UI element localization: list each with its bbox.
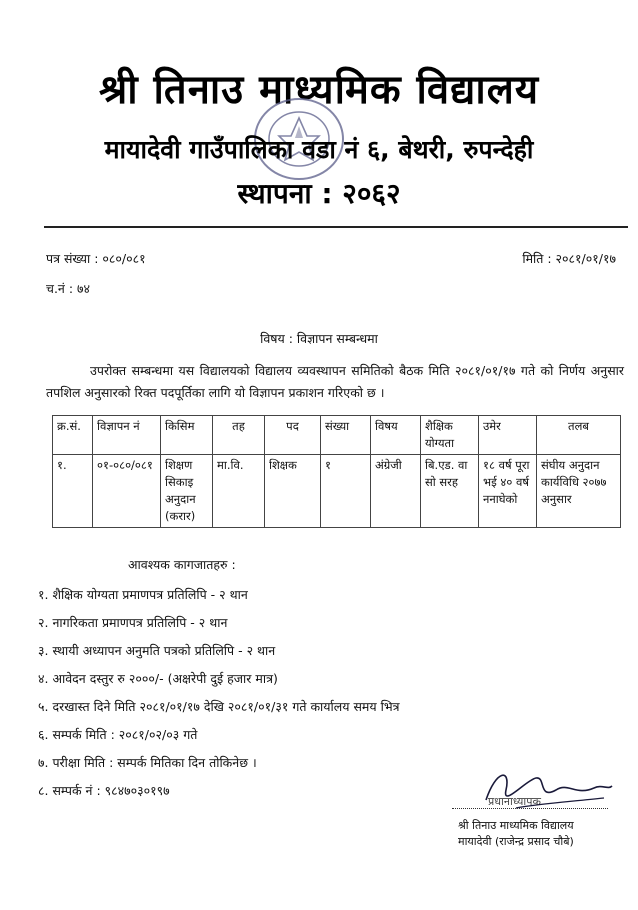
list-item: २. नागरिकता प्रमाणपत्र प्रतिलिपि - २ थान [38, 615, 228, 630]
letter-number: पत्र संख्या : ०८०/०८१ [46, 251, 146, 266]
table-header: शैक्षिक योग्यता [421, 416, 479, 455]
signature-line [452, 808, 608, 809]
list-item: १. शैक्षिक योग्यता प्रमाणपत्र प्रतिलिपि - २ थान [38, 587, 248, 602]
documents-list [38, 586, 400, 810]
table-cell: ०१-०८०/०८१ [93, 455, 161, 528]
table-header: पद [265, 416, 321, 455]
table-header: क्र.सं. [53, 416, 93, 455]
table-header: संख्या [321, 416, 371, 455]
table-header: उमेर [479, 416, 537, 455]
documents-title: आवश्यक कागजातहरु : [128, 557, 236, 572]
signatory-school: श्री तिनाउ माध्यमिक विद्यालय [458, 819, 574, 832]
school-address: मायादेवी गाउँपालिका वडा नं ६, बेथरी, रुपन्देही [104, 135, 534, 164]
table-cell: शिक्षण सिकाइ अनुदान (करार) [161, 455, 213, 528]
school-name: श्री तिनाउ माध्यमिक विद्यालय [98, 67, 540, 113]
table-cell: अंग्रेजी [371, 455, 421, 528]
letter-subject: विषय : विज्ञापन सम्बन्धमा [260, 331, 378, 346]
signature-icon [476, 760, 616, 820]
table-cell: १ [321, 455, 371, 528]
table-header: विज्ञापन नं [93, 416, 161, 455]
letter-date: मिति : २०८१/०१/१७ [522, 251, 616, 266]
list-item: ४. आवेदन दस्तुर रु २०००/- (अक्षरेपी दुई हजार मात्र) [38, 671, 278, 686]
vacancy-table [52, 415, 621, 528]
table-header: तलब [537, 416, 621, 455]
letter-body: उपरोक्त सम्बन्धमा यस विद्यालयको विद्यालय व्यवस्थापन समितिको बैठक मिति २०८१/०१/१७ गते को निर्णय अनुसार तपशिल अनुसारको रिक्त पदपूर्तिका लागि यो विज्ञापन प्रकाशन गरिएको छ । [46, 363, 624, 400]
list-item: ३. स्थायी अध्यापन अनुमति पत्रको प्रतिलिपि - २ थान [38, 643, 276, 658]
list-item: ८. सम्पर्क नं : ९८४७०३०१९७ [38, 783, 170, 798]
table-cell: बि.एड. वा सो सरह [421, 455, 479, 528]
table-header-row [53, 416, 621, 455]
list-item: ५. दरखास्त दिने मिति २०८१/०१/१७ देखि २०८१/०१/३१ गते कार्यालय समय भित्र [38, 699, 400, 714]
table-cell: मा.वि. [213, 455, 265, 528]
table-header: तह [213, 416, 265, 455]
table-cell: १. [53, 455, 93, 528]
table-cell: शिक्षक [265, 455, 321, 528]
table-header: किसिम [161, 416, 213, 455]
table-cell: संघीय अनुदान कार्यविधि २०७७ अनुसार [537, 455, 621, 528]
dispatch-number: च.नं : ७४ [46, 281, 91, 296]
signatory-name: मायादेवी (राजेन्द्र प्रसाद चौबे) [458, 835, 574, 848]
table-row [53, 455, 621, 528]
list-item: ७. परीक्षा मिति : सम्पर्क मितिका दिन तोकिनेछ । [38, 755, 257, 770]
header-divider [44, 226, 628, 228]
school-established: स्थापना : २०६२ [237, 177, 401, 210]
table-header: विषय [371, 416, 421, 455]
table-cell: १८ वर्ष पूरा भई ४० वर्ष ननाघेको [479, 455, 537, 528]
list-item: ६. सम्पर्क मिति : २०८१/०२/०३ गते [38, 727, 198, 742]
signatory-title: प्रधानाध्यापक [488, 795, 541, 808]
